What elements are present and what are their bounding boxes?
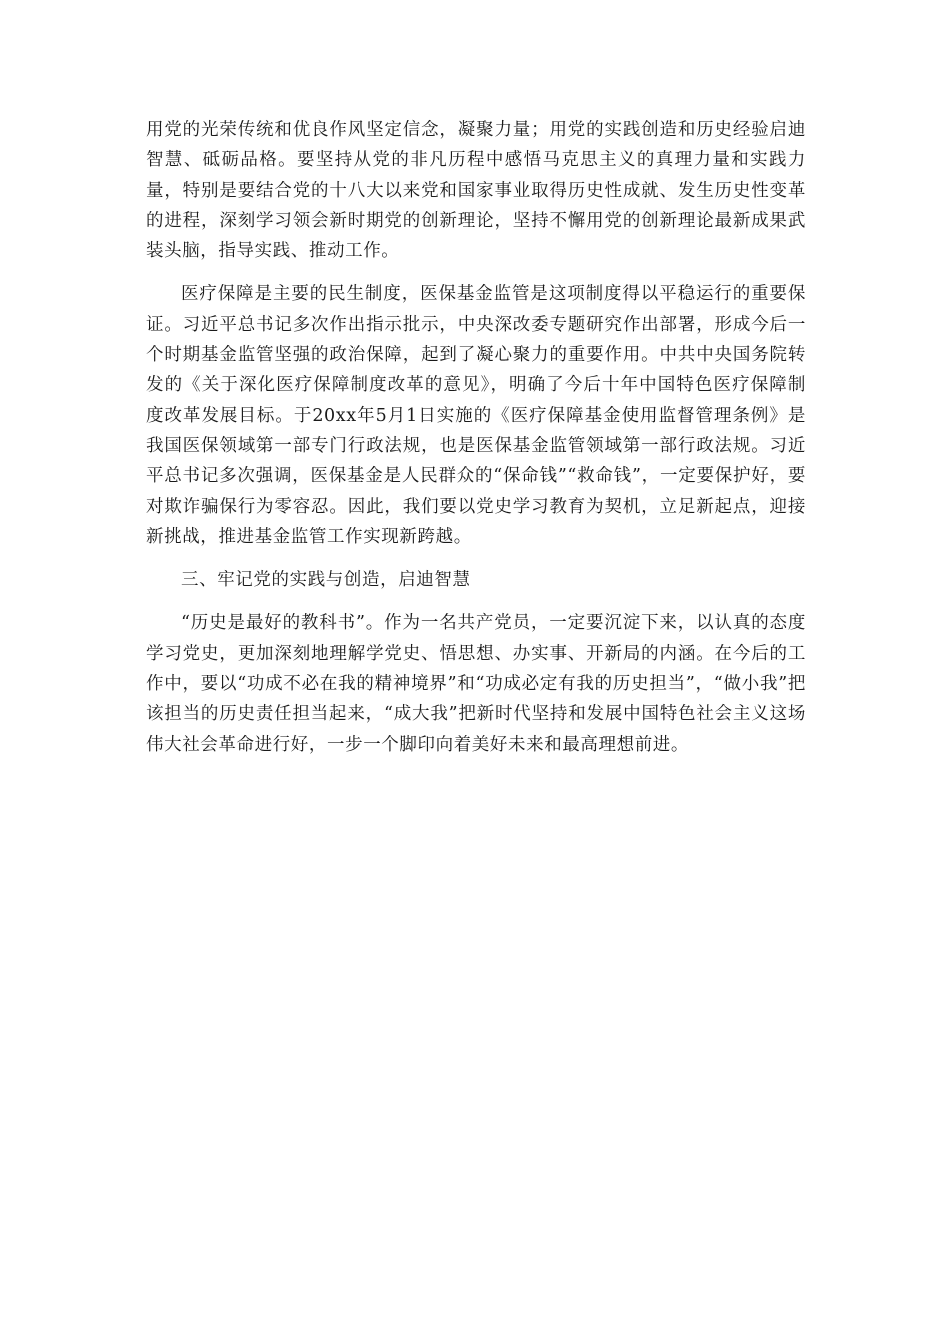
paragraph-continued: 用党的光荣传统和优良作风坚定信念，凝聚力量；用党的实践创造和历史经验启迪智慧、砥砺品格。要坚持从党的非凡历程中感悟马克思主义的真理力量和实践力量，特别是要结合党的十八大以来党和国家事业取得历史性成就、发生历史性变革的进程，深刻学习领会新时期党的创新理论，坚持不懈用党的创新理论最新成果武装头脑，指导实践、推动工作。 (146, 120, 806, 262)
section-heading: 三、牢记党的实践与创造，启迪智慧 (181, 570, 471, 591)
document-body (146, 115, 806, 773)
paragraph-history-textbook: “历史是最好的教科书”。作为一名共产党员，一定要沉淀下来，以认真的态度学习党史，更加深刻地理解学党史、悟思想、办实事、开新局的内涵。在今后的工作中，要以“功成不必在我的精神境界”和“功成必定有我的历史担当”，“做小我”把该担当的历史责任担当起来，“成大我”把新时代坚持和发展中国特色社会主义这场伟大社会革命进行好，一步一个脚印向着美好未来和最高理想前进。 (146, 613, 806, 755)
paragraph-medical-security: 医疗保障是主要的民生制度，医保基金监管是这项制度得以平稳运行的重要保证。习近平总书记多次作出指示批示，中央深改委专题研究作出部署，形成今后一个时期基金监管坚强的政治保障，起到了凝心聚力的重要作用。中共中央国务院转发的《关于深化医疗保障制度改革的意见》，明确了今后十年中国特色医疗保障制度改革发展目标。于20xx年5月1日实施的《医疗保障基金使用监督管理条例》是我国医保领域第一部专门行政法规，也是医保基金监管领域第一部行政法规。习近平总书记多次强调，医保基金是人民群众的“保命钱”“救命钱”，一定要保护好，要对欺诈骗保行为零容忍。因此，我们要以党史学习教育为契机，立足新起点，迎接新挑战，推进基金监管工作实现新跨越。 (146, 284, 806, 547)
